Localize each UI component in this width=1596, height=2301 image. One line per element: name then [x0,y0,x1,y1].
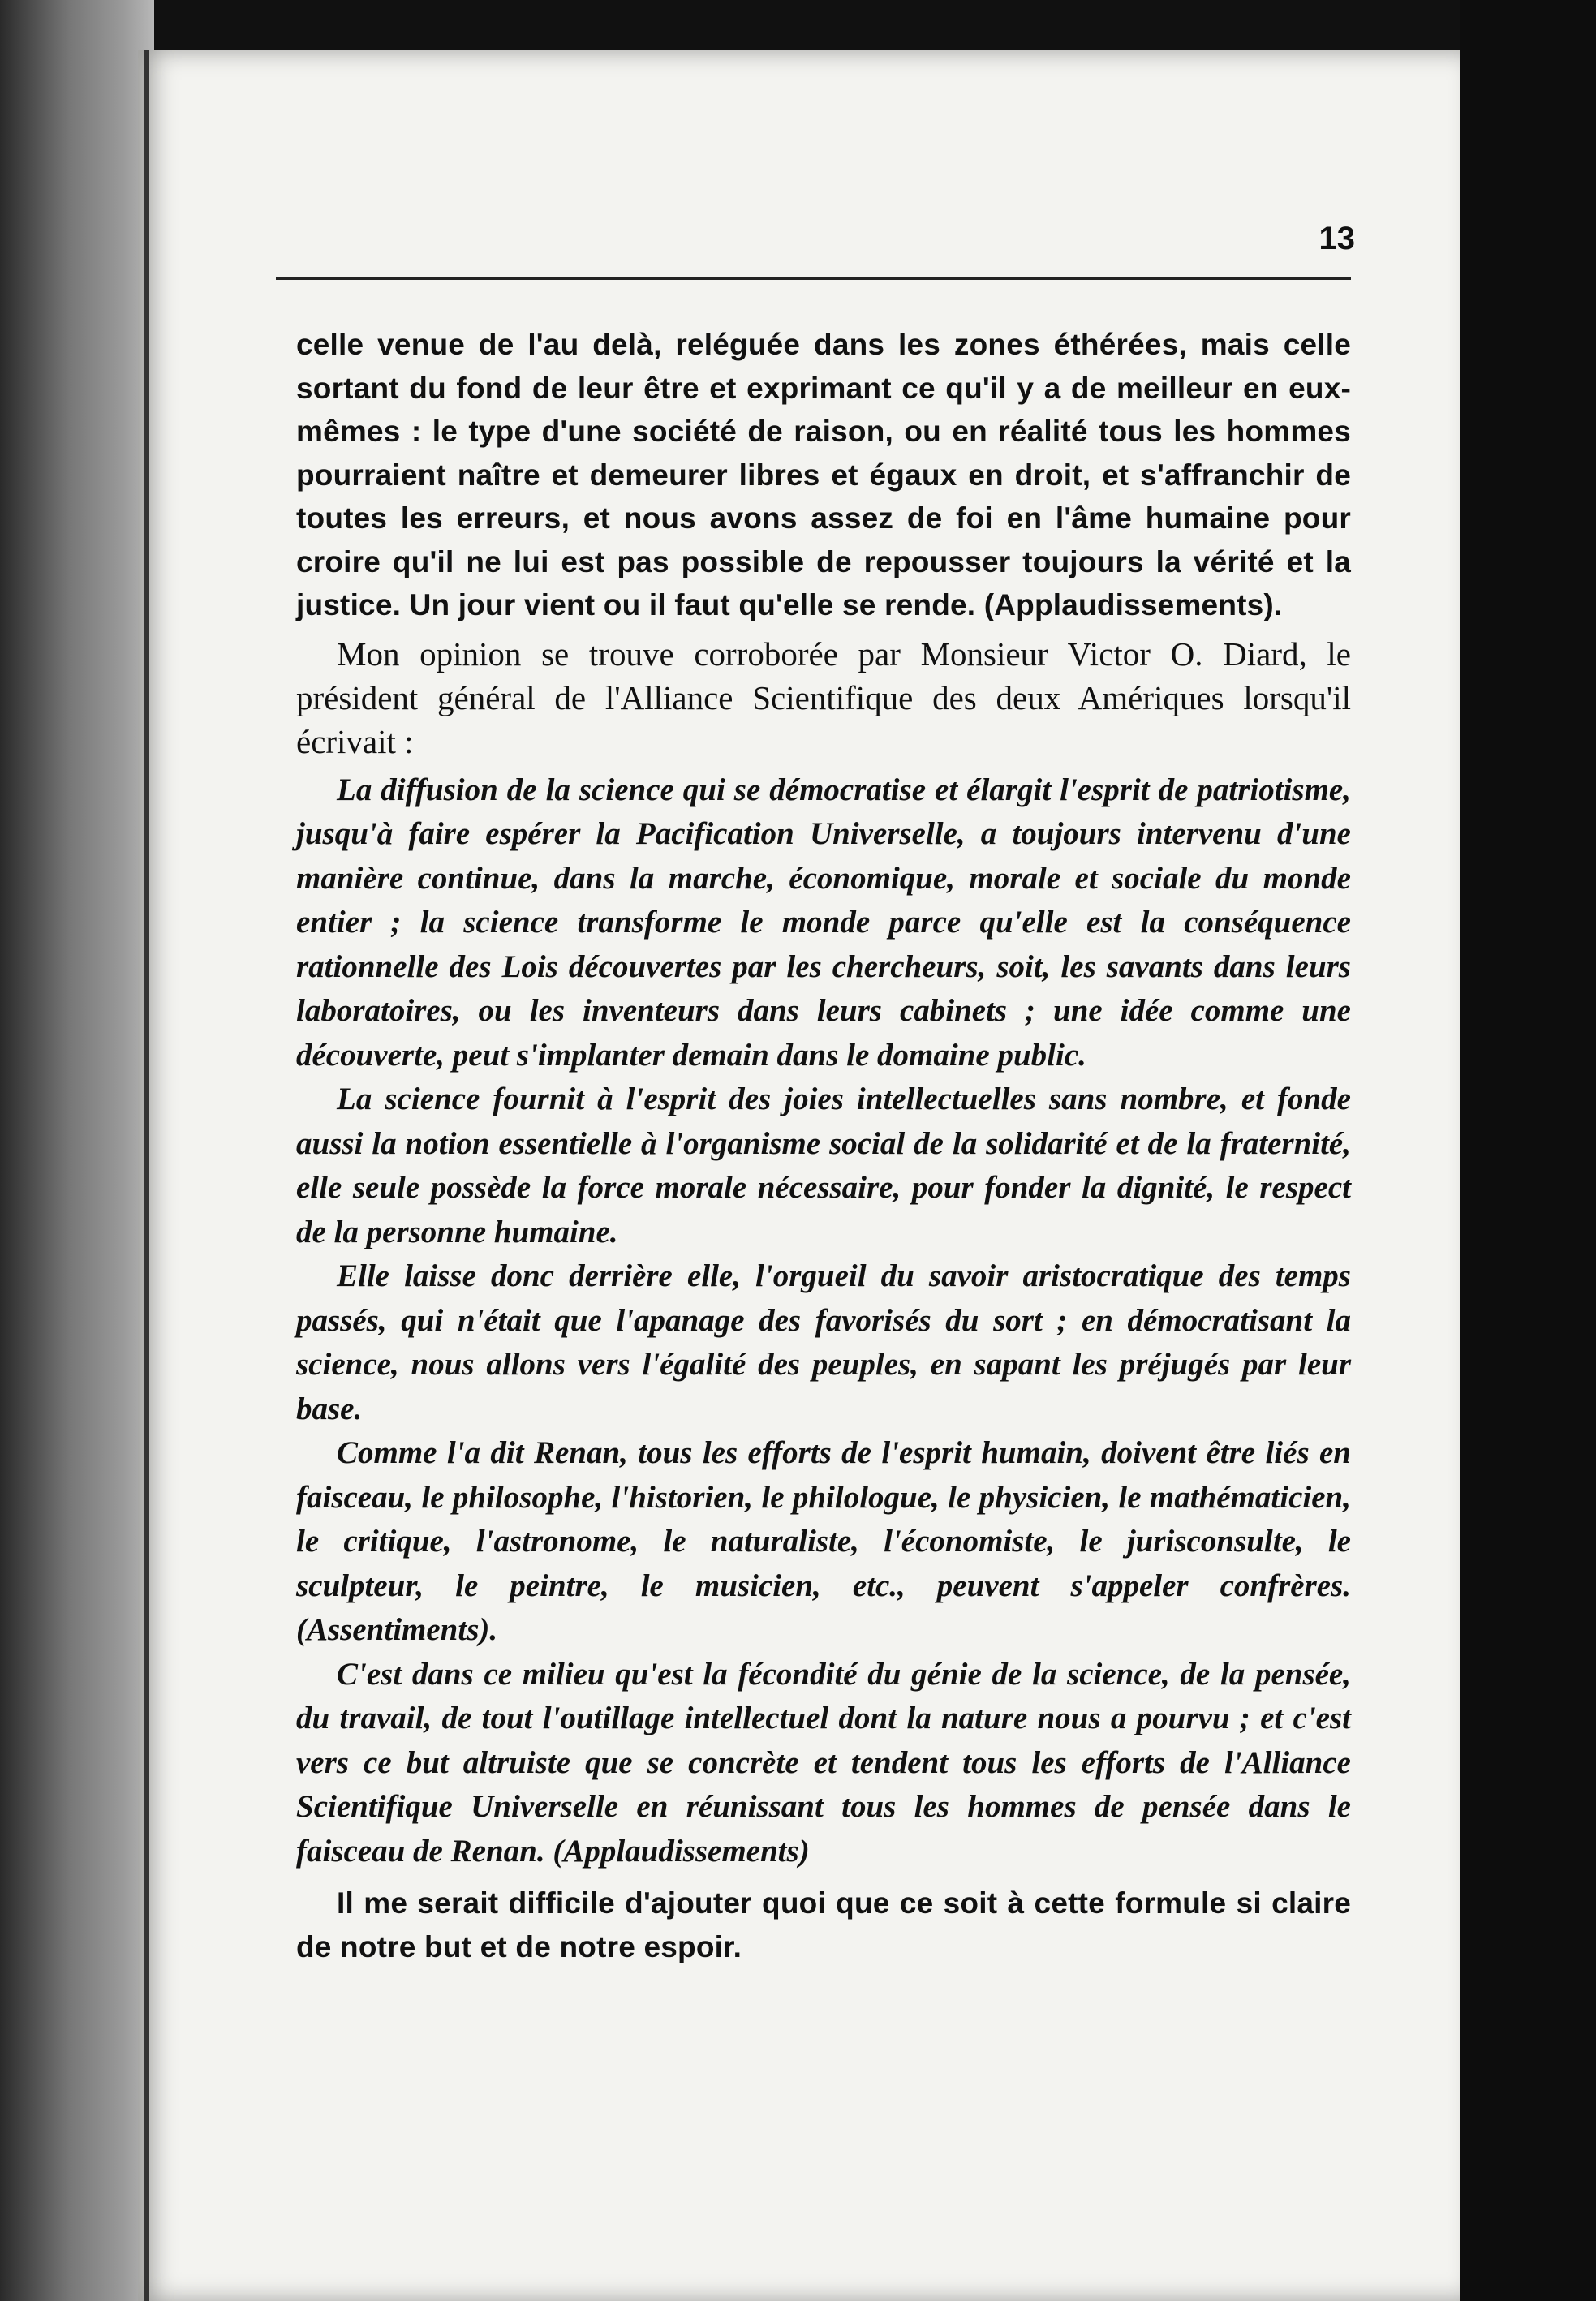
quote-paragraph-renan: Comme l'a dit Renan, tous les efforts de l'esprit humain, doivent être liés en faisceau, le philosophe, l'historien, le philologue, le physicien, le mathématicien, le critique, l'astronome, le naturaliste, l'économiste, le jurisconsulte, le sculpteur, le peintre, le musicien, etc., peuvent s'appeler confrères. (Assentiments). [296,1435,1351,1647]
paragraph-diard-intro: Mon opinion se trouve corroborée par Monsieur Victor O. Diard, le président général de l'Alliance Scientifique des deux Amériques lorsqu'il écrivait : [296,634,1351,760]
paragraph-conclusion: Il me serait difficile d'ajouter quoi que ce soit à cette formule si claire de notre but et de notre espoir. [296,1886,1351,1963]
scan-border-right [1460,0,1596,2301]
page-number: 13 [1319,221,1355,256]
quote-paragraph-science-fournit: La science fournit à l'esprit des joies intellectuelles sans nombre, et fonde aussi la notion essentielle à l'organisme social de la solidarité et de la fraternité, elle seule possède la force morale nécessaire, pour fonder la dignité, le respect de la personne humaine. [296,1082,1351,1249]
paragraph-intro: celle venue de l'au delà, reléguée dans les zones éthérées, mais celle sortant du fond de leur être et exprimant ce qu'il y a de meilleur en eux-mêmes : le type d'une société de raison, ou en réalité tous les hommes pourraient naître et demeurer libres et égaux en droit, et s'affranchir de toutes les erreurs, et nous avons assez de foi en l'âme humaine pour croire qu'il ne lui est pas possible de repousser toujours la vérité et la justice. Un jour vient ou il faut qu'elle se rende. (Applaudissements). [296,328,1351,621]
page-body [296,323,1351,1968]
scan-border-left [0,0,154,2301]
scan-border-top [0,0,1596,57]
quote-paragraph-fecondite: C'est dans ce milieu qu'est la fécondité du génie de la science, de la pensée, du travail, de tout l'outillage intellectuel dont la nature nous a pourvu ; et c'est vers ce but altruiste que se concrète et tendent tous les efforts de l'Alliance Scientifique Universelle en réunissant tous les hommes de pensée dans le faisceau de Renan. (Applaudissements) [296,1656,1351,1869]
quote-paragraph-elle-laisse: Elle laisse donc derrière elle, l'orgueil du savoir aristocratique des temps passés, qui n'était que l'apanage des favorisés du sort ; en démocratisant la science, nous allons vers l'égalité des peuples, en sapant les préjugés par leur base. [296,1258,1351,1426]
header-rule [276,277,1351,280]
page-edge-line [144,50,149,2301]
quote-paragraph-diffusion: La diffusion de la science qui se démocratise et élargit l'esprit de patriotisme, jusqu'à faire espérer la Pacification Universelle, a toujours intervenu d'une manière continue, dans la marche, économique, morale et sociale du monde entier ; la science transforme le monde parce qu'elle est la conséquence rationnelle des Lois découvertes par les chercheurs, soit, les savants dans leurs laboratoires, ou les inventeurs dans leurs cabinets ; une idée comme une découverte, peut s'implanter demain dans le domaine public. [296,772,1351,1073]
